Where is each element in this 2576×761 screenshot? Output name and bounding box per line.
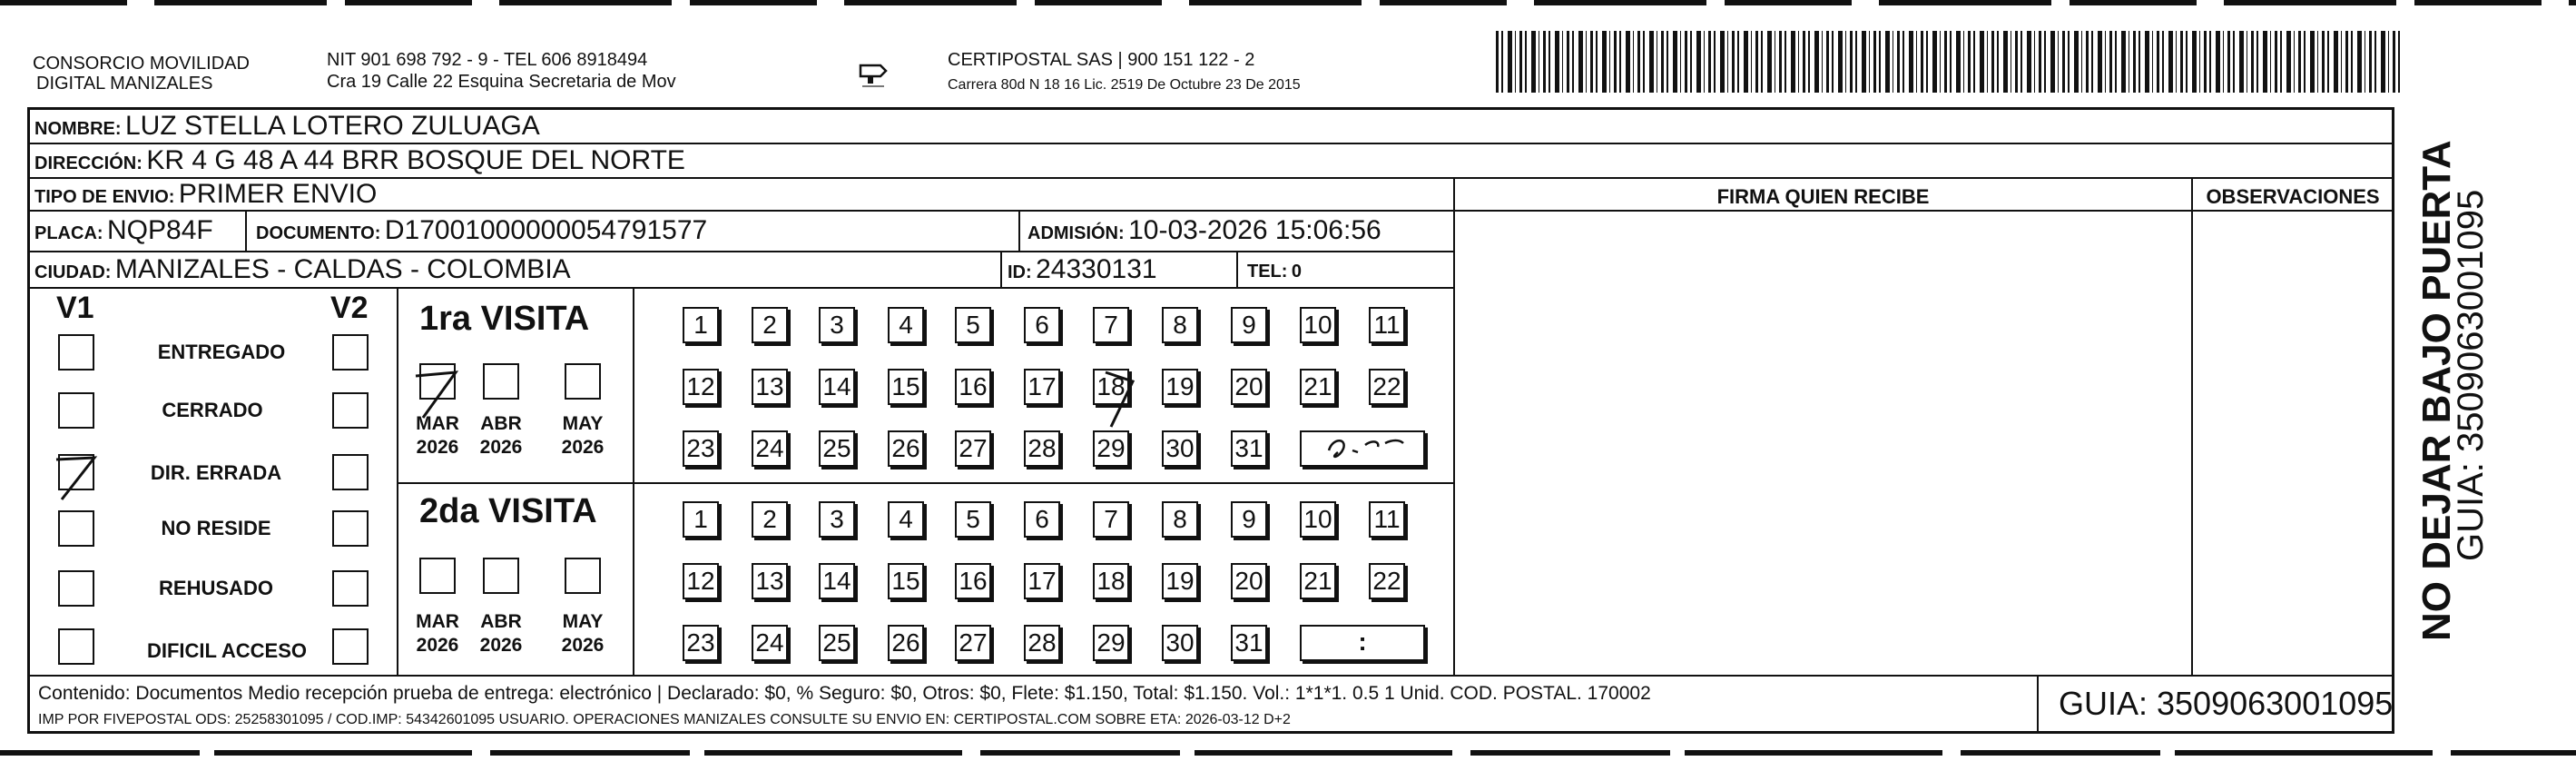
col-divider (245, 210, 247, 251)
second-visit-day-27[interactable]: 27 (955, 625, 991, 661)
second-visit-day-22[interactable]: 22 (1369, 563, 1405, 599)
col-divider (633, 287, 634, 675)
carrier-license: Carrera 80d N 18 16 Lic. 2519 De Octubre 23 De 2015 (948, 77, 1301, 93)
first-visit-day-9[interactable]: 9 (1231, 307, 1267, 343)
second-visit-month-may-label (557, 610, 608, 657)
nombre-value: LUZ STELLA LOTERO ZULUAGA (125, 111, 540, 141)
second-visit-time-box[interactable]: : (1300, 625, 1425, 661)
v2-entregado-checkbox[interactable] (332, 334, 369, 371)
first-visit-month-may-checkbox[interactable] (565, 363, 601, 400)
first-visit-time-box[interactable] (1300, 430, 1425, 467)
tipo-envio-label: TIPO DE ENVIO: (34, 187, 175, 207)
second-visit-day-19[interactable]: 19 (1162, 563, 1198, 599)
v1-entregado-checkbox[interactable] (58, 334, 94, 371)
second-visit-day-28[interactable]: 28 (1024, 625, 1060, 661)
month-name: MAY (562, 611, 604, 632)
second-visit-day-13[interactable]: 13 (752, 563, 788, 599)
month-year: 2026 (561, 635, 605, 656)
first-visit-title: 1ra VISITA (419, 300, 590, 338)
v1-dificil-acceso-checkbox[interactable] (58, 628, 94, 665)
second-visit-month-mar-label (412, 610, 463, 657)
second-visit-day-9[interactable]: 9 (1231, 501, 1267, 538)
status-dificil-acceso-label: DIFICIL ACCESO (146, 639, 307, 662)
v2-rehusado-checkbox[interactable] (332, 570, 369, 607)
first-visit-day-15[interactable]: 15 (888, 369, 924, 405)
observaciones-area[interactable] (2195, 214, 2391, 672)
signature-area[interactable] (1457, 214, 2188, 672)
first-visit-day-22[interactable]: 22 (1369, 369, 1405, 405)
second-visit-day-16[interactable]: 16 (955, 563, 991, 599)
first-visit-day-21[interactable]: 21 (1300, 369, 1336, 405)
direccion-row (34, 145, 685, 181)
second-visit-day-11[interactable]: 11 (1369, 501, 1405, 538)
id-label: ID: (1008, 262, 1032, 282)
second-visit-month-abr-label (476, 610, 526, 657)
v2-no-reside-checkbox[interactable] (332, 510, 369, 547)
first-visit-day-10[interactable]: 10 (1300, 307, 1336, 343)
second-visit-day-5[interactable]: 5 (955, 501, 991, 538)
col-divider (1453, 177, 1455, 675)
status-dir-errada-label: DIR. ERRADA (150, 461, 282, 484)
first-visit-day-13[interactable]: 13 (752, 369, 788, 405)
sender-nit: NIT 901 698 792 - 9 - TEL 606 8918494 (327, 50, 648, 70)
second-visit-day-31[interactable]: 31 (1231, 625, 1267, 661)
second-visit-month-mar-checkbox[interactable] (419, 558, 456, 594)
col-divider (2191, 177, 2193, 675)
col-divider (1018, 210, 1020, 251)
first-visit-day-30[interactable]: 30 (1162, 430, 1198, 467)
nombre-row (34, 111, 540, 146)
second-visit-day-8[interactable]: 8 (1162, 501, 1198, 538)
sidebar-guia: GUIA: 3509063001095 (2451, 189, 2491, 561)
footer-imp-line: IMP POR FIVEPOSTAL ODS: 25258301095 / COD.IMP: 54342601095 USUARIO. OPERACIONES MANIZALES CONSULTE SU ENVIO EN: CERTIPOSTAL.COM SOBRE ETA: 2026-03-12 D+2 (38, 712, 1291, 727)
v1-rehusado-checkbox[interactable] (58, 570, 94, 607)
admision-cell (1027, 215, 1381, 251)
status-entregado-label: ENTREGADO (157, 341, 286, 363)
first-visit-day-28[interactable]: 28 (1024, 430, 1060, 467)
first-visit-day-23[interactable]: 23 (683, 430, 719, 467)
admision-value: 10-03-2026 15:06:56 (1128, 215, 1381, 245)
observaciones-header-divider (2193, 210, 2393, 212)
month-name: MAY (562, 413, 604, 434)
tipo-envio-value: PRIMER ENVIO (178, 179, 378, 209)
placa-label: PLACA: (34, 223, 103, 243)
first-visit-month-abr-checkbox[interactable] (483, 363, 519, 400)
observaciones-header: OBSERVACIONES (2206, 185, 2380, 208)
month-name: MAR (416, 413, 459, 434)
ciudad-value: MANIZALES - CALDAS - COLOMBIA (114, 254, 571, 284)
first-visit-day-16[interactable]: 16 (955, 369, 991, 405)
row-divider (398, 482, 1455, 484)
status-cerrado-label: CERRADO (162, 399, 263, 421)
month-year: 2026 (479, 635, 523, 656)
day-strike-icon (1098, 367, 1140, 430)
v1-no-reside-checkbox[interactable] (58, 510, 94, 547)
second-visit-day-18[interactable]: 18 (1093, 563, 1129, 599)
firma-header-divider (1455, 210, 2191, 212)
second-visit-day-3[interactable]: 3 (819, 501, 855, 538)
second-visit-day-2[interactable]: 2 (752, 501, 788, 538)
v2-dificil-acceso-checkbox[interactable] (332, 628, 369, 665)
tel-label: TEL: (1247, 262, 1288, 282)
first-visit-month-may-label (557, 412, 608, 460)
first-visit-day-19[interactable]: 19 (1162, 369, 1198, 405)
id-value: 24330131 (1036, 254, 1157, 284)
nombre-label: NOMBRE: (34, 119, 122, 139)
ciudad-cell (34, 254, 571, 290)
second-visit-day-4[interactable]: 4 (888, 501, 924, 538)
footer-content-line: Contenido: Documentos Medio recepción prueba de entrega: electrónico | Declarado: $0, % Seguro: $0, Otros: $0, Flete: $1.150, Total: $1.150. Vol.: 1*1*1. 0.5 1 Unid. COD. POSTAL. 170002 (38, 683, 1651, 704)
sender-name-line2: DIGITAL MANIZALES (36, 74, 213, 94)
month-year: 2026 (416, 635, 459, 656)
second-visit-day-14[interactable]: 14 (819, 563, 855, 599)
tracking-barcode (1496, 31, 2404, 93)
status-rehusado-label: REHUSADO (159, 577, 273, 599)
second-visit-day-12[interactable]: 12 (683, 563, 719, 599)
col-divider (2393, 143, 2394, 733)
documento-value: D17001000000054791577 (384, 215, 708, 245)
first-visit-day-11[interactable]: 11 (1369, 307, 1405, 343)
torn-top-edge (0, 0, 2576, 5)
first-visit-day-17[interactable]: 17 (1024, 369, 1060, 405)
carrier-name: CERTIPOSTAL SAS | 900 151 122 - 2 (948, 50, 1255, 70)
second-visit-month-may-checkbox[interactable] (565, 558, 601, 594)
second-visit-title: 2da VISITA (419, 492, 597, 530)
first-visit-day-27[interactable]: 27 (955, 430, 991, 467)
second-visit-day-25[interactable]: 25 (819, 625, 855, 661)
v2-header: V2 (330, 291, 369, 325)
month-year: 2026 (479, 437, 523, 458)
second-visit-day-1[interactable]: 1 (683, 501, 719, 538)
month-year: 2026 (561, 437, 605, 458)
first-visit-day-25[interactable]: 25 (819, 430, 855, 467)
v2-cerrado-checkbox[interactable] (332, 392, 369, 429)
documento-label: DOCUMENTO: (256, 223, 381, 243)
first-visit-day-6[interactable]: 6 (1024, 307, 1060, 343)
first-visit-day-29[interactable]: 29 (1093, 430, 1129, 467)
first-visit-day-18[interactable]: 18 (1093, 369, 1129, 405)
first-visit-day-4[interactable]: 4 (888, 307, 924, 343)
status-no-reside-label: NO RESIDE (161, 517, 271, 539)
first-visit-day-3[interactable]: 3 (819, 307, 855, 343)
first-visit-day-2[interactable]: 2 (752, 307, 788, 343)
second-visit-day-29[interactable]: 29 (1093, 625, 1129, 661)
col-divider (2037, 675, 2039, 733)
col-divider (1000, 251, 1002, 287)
first-visit-month-mar-label (412, 412, 463, 460)
second-visit-day-20[interactable]: 20 (1231, 563, 1267, 599)
second-visit-month-abr-checkbox[interactable] (483, 558, 519, 594)
tel-value: 0 (1291, 262, 1303, 282)
checkmark-icon (49, 447, 113, 503)
second-visit-day-15[interactable]: 15 (888, 563, 924, 599)
first-visit-day-14[interactable]: 14 (819, 369, 855, 405)
carrier-logo-icon (855, 54, 891, 91)
first-visit-day-1[interactable]: 1 (683, 307, 719, 343)
sidebar-warning: NO DEJAR BAJO PUERTA (2414, 140, 2459, 641)
second-visit-day-6[interactable]: 6 (1024, 501, 1060, 538)
first-visit-day-26[interactable]: 26 (888, 430, 924, 467)
first-visit-day-31[interactable]: 31 (1231, 430, 1267, 467)
row-divider (27, 675, 2394, 677)
tel-cell (1247, 256, 1302, 289)
handwritten-time-icon (1302, 432, 1423, 465)
firma-header: FIRMA QUIEN RECIBE (1716, 185, 1930, 208)
first-visit-day-12[interactable]: 12 (683, 369, 719, 405)
v1-cerrado-checkbox[interactable] (58, 392, 94, 429)
footer-guia: GUIA: 3509063001095 (2059, 685, 2394, 722)
second-visit-day-10[interactable]: 10 (1300, 501, 1336, 538)
v1-header: V1 (56, 291, 94, 325)
month-year: 2026 (416, 437, 459, 458)
sender-address: Cra 19 Calle 22 Esquina Secretaria de Mov (327, 72, 676, 92)
tipo-envio-row (34, 179, 377, 214)
ciudad-label: CIUDAD: (34, 262, 112, 282)
second-visit-day-26[interactable]: 26 (888, 625, 924, 661)
second-visit-day-23[interactable]: 23 (683, 625, 719, 661)
month-name: ABR (480, 611, 522, 632)
documento-cell (256, 215, 707, 251)
second-visit-day-7[interactable]: 7 (1093, 501, 1129, 538)
month-name: MAR (416, 611, 459, 632)
second-visit-day-21[interactable]: 21 (1300, 563, 1336, 599)
col-divider (1236, 251, 1238, 287)
month-name: ABR (480, 413, 522, 434)
first-visit-day-20[interactable]: 20 (1231, 369, 1267, 405)
first-visit-day-5[interactable]: 5 (955, 307, 991, 343)
first-visit-day-7[interactable]: 7 (1093, 307, 1129, 343)
second-visit-day-17[interactable]: 17 (1024, 563, 1060, 599)
torn-bottom-edge (0, 750, 2576, 756)
placa-cell (34, 215, 213, 251)
id-cell (1008, 254, 1157, 290)
first-visit-month-abr-label (476, 412, 526, 460)
v2-dir-errada-checkbox[interactable] (332, 454, 369, 490)
direccion-label: DIRECCIÓN: (34, 153, 143, 173)
col-divider (397, 287, 398, 675)
second-visit-day-30[interactable]: 30 (1162, 625, 1198, 661)
row-divider (27, 251, 1455, 252)
admision-label: ADMISIÓN: (1027, 223, 1125, 243)
first-visit-day-8[interactable]: 8 (1162, 307, 1198, 343)
first-visit-day-24[interactable]: 24 (752, 430, 788, 467)
sender-name-line1: CONSORCIO MOVILIDAD (33, 54, 250, 74)
placa-value: NQP84F (107, 215, 213, 245)
direccion-value: KR 4 G 48 A 44 BRR BOSQUE DEL NORTE (146, 145, 685, 175)
second-visit-day-24[interactable]: 24 (752, 625, 788, 661)
